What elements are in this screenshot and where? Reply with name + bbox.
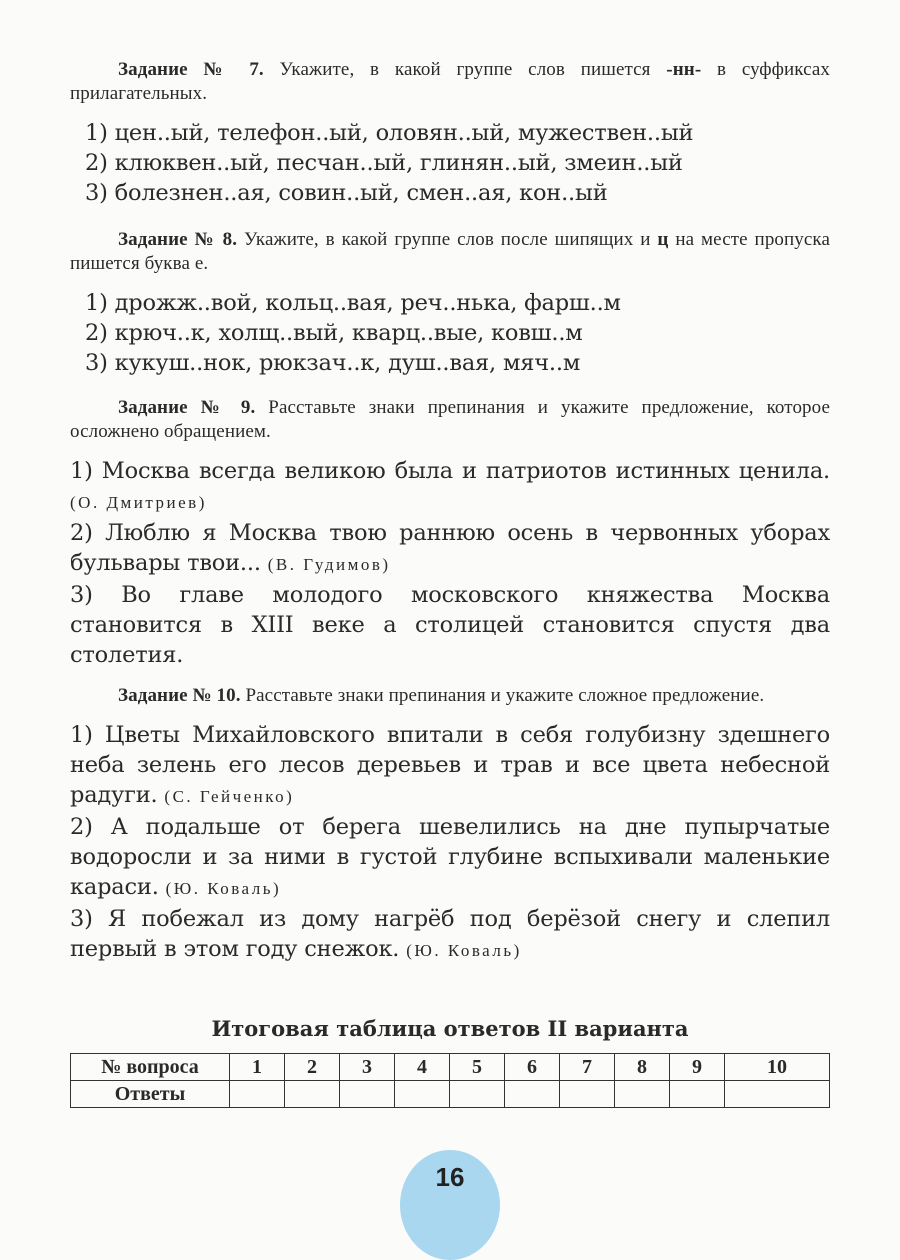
task-label: Задание № 10.	[118, 685, 241, 706]
question-number-cell: 3	[340, 1054, 395, 1081]
task-text: на месте пропуска пишется буква е.	[70, 229, 830, 274]
option-text: 1) цен..ый, телефон..ый, оловян..ый, мужествен..ый	[85, 120, 694, 146]
question-number-cell: 9	[670, 1054, 725, 1081]
option-text: 2) клюквен..ый, песчан..ый, глинян..ый, змеин..ый	[85, 150, 683, 176]
task-8	[70, 228, 830, 378]
answer-cell[interactable]	[395, 1081, 450, 1108]
task-label: Задание № 8.	[118, 229, 238, 250]
task-heading	[70, 684, 830, 708]
option-text: 1) Цветы Михайловского впитали в себя голубизну здешнего неба зелень его лесов деревьев и трав и все цвета небесной радуги.	[70, 722, 830, 808]
answer-option	[70, 148, 830, 178]
answer-option	[70, 812, 830, 904]
answer-cell[interactable]	[340, 1081, 395, 1108]
question-number-cell: 2	[285, 1054, 340, 1081]
task-text: в суффиксах прилагательных.	[70, 59, 831, 104]
task-emphasis: -нн-	[666, 59, 702, 80]
task-label: Задание № 7.	[118, 59, 264, 80]
answer-option	[70, 318, 830, 348]
answer-cell[interactable]	[670, 1081, 725, 1108]
answer-cell[interactable]	[450, 1081, 505, 1108]
row-header: № вопроса	[71, 1054, 230, 1081]
option-text: 3) Во главе молодого московского княжества Москва становится в XIII веке а столицей становится спустя два столетия.	[70, 582, 830, 668]
task-label: Задание № 9.	[118, 397, 256, 418]
answer-cell[interactable]	[615, 1081, 670, 1108]
option-text: 2) крюч..к, холщ..вый, кварц..вые, ковш..м	[85, 320, 583, 346]
option-author: (О. Дмитриев)	[70, 493, 207, 512]
task-9	[70, 396, 830, 670]
option-text: 1) дрожж..вой, кольц..вая, реч..нька, фарш..м	[85, 290, 621, 316]
task-10	[70, 684, 830, 966]
option-text: 2) А подальше от берега шевелились на дне пупырчатые водоросли и за ними в густой глубине вспыхивали маленькие караси.	[70, 814, 830, 900]
option-author: (С. Гейченко)	[164, 787, 295, 806]
question-number-cell: 5	[450, 1054, 505, 1081]
task-heading	[70, 396, 830, 444]
question-number-cell: 6	[505, 1054, 560, 1081]
task-emphasis: ц	[657, 229, 669, 250]
question-number-cell: 4	[395, 1054, 450, 1081]
table-row-answers	[71, 1081, 830, 1108]
question-number-cell: 1	[230, 1054, 285, 1081]
task-text: Расставьте знаки препинания и укажите предложение, которое осложнено обращением.	[70, 397, 831, 442]
answer-option	[70, 720, 830, 812]
task-7	[70, 58, 830, 208]
answer-option	[70, 348, 830, 378]
answer-option	[70, 580, 830, 670]
option-text: 3) Я побежал из дому нагрёб под берёзой снегу и слепил первый в этом году снежок.	[70, 906, 830, 962]
answer-option	[70, 118, 830, 148]
answer-option	[70, 518, 830, 580]
answer-cell[interactable]	[560, 1081, 615, 1108]
answers-table-title: Итоговая таблица ответов II варианта	[211, 1016, 689, 1041]
option-text: 2) Люблю я Москва твою раннюю осень в червонных уборах бульвары твои...	[70, 520, 830, 576]
answer-cell[interactable]	[285, 1081, 340, 1108]
option-text: 3) кукуш..нок, рюкзач..к, душ..вая, мяч..м	[85, 350, 581, 376]
answer-cell[interactable]	[230, 1081, 285, 1108]
answer-cell[interactable]	[505, 1081, 560, 1108]
option-text: 1) Москва всегда великою была и патриотов истинных ценила.	[70, 458, 830, 484]
answer-cell[interactable]	[725, 1081, 830, 1108]
page-number: 16	[435, 1162, 465, 1192]
question-number-cell: 8	[615, 1054, 670, 1081]
answers-table	[70, 1053, 830, 1108]
task-heading	[70, 58, 830, 106]
task-text: Укажите, в какой группе слов пишется	[263, 59, 667, 80]
task-heading	[70, 228, 830, 276]
task-text: Укажите, в какой группе слов после шипящих и	[237, 229, 658, 250]
table-row-questions	[71, 1054, 830, 1081]
answer-option	[70, 456, 830, 518]
option-author: (Ю. Коваль)	[406, 941, 522, 960]
option-author: (В. Гудимов)	[267, 555, 391, 574]
row-header: Ответы	[71, 1081, 230, 1108]
question-number-cell: 10	[725, 1054, 830, 1081]
answer-option	[70, 178, 830, 208]
answer-option	[70, 288, 830, 318]
answer-option	[70, 904, 830, 966]
option-author: (Ю. Коваль)	[165, 879, 282, 898]
question-number-cell: 7	[560, 1054, 615, 1081]
option-text: 3) болезнен..ая, совин..ый, смен..ая, кон..ый	[85, 180, 608, 206]
task-text: Расставьте знаки препинания и укажите сложное предложение.	[240, 685, 765, 706]
